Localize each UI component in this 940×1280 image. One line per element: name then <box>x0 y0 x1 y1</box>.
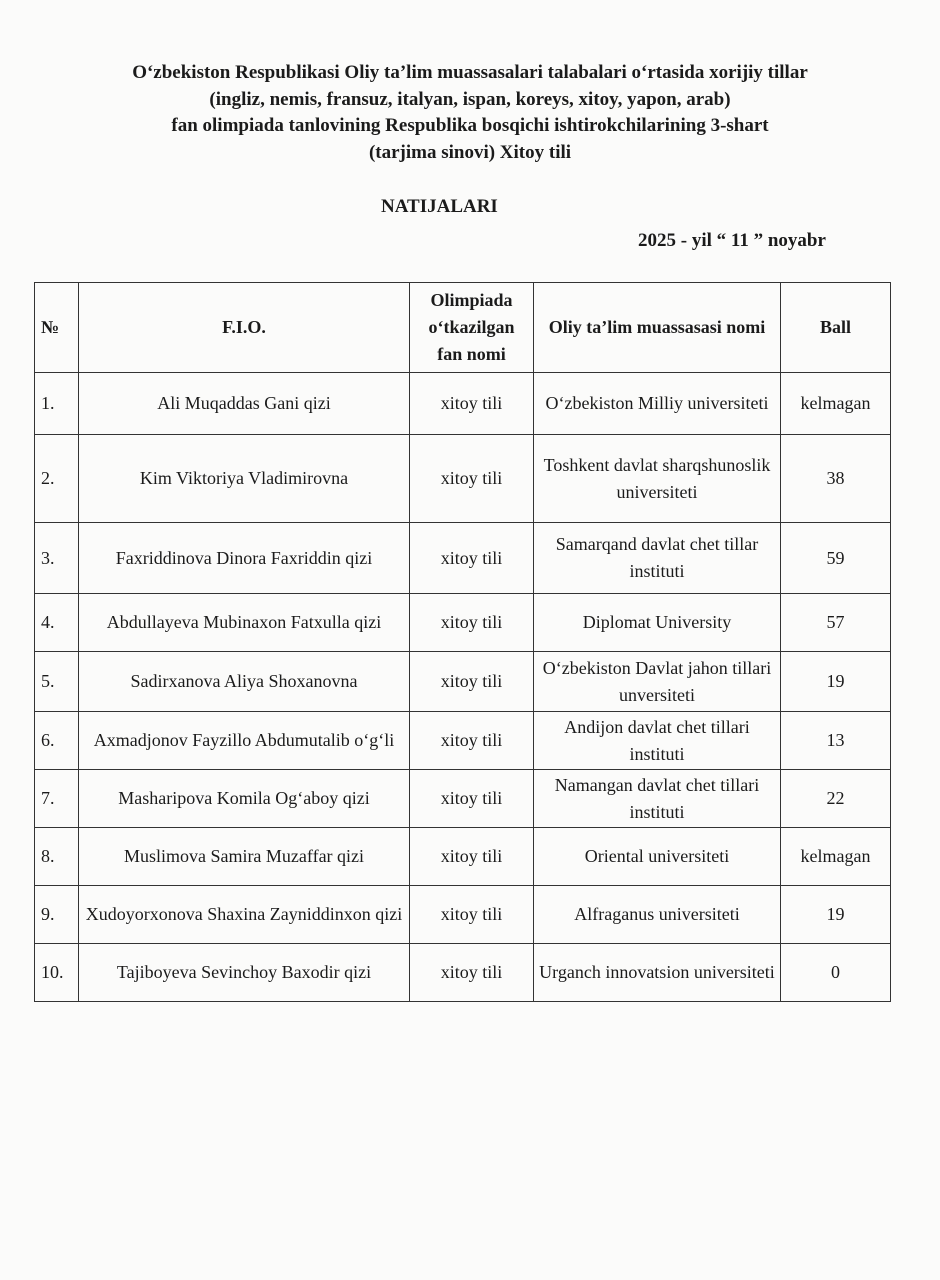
university-name: Namangan davlat chet tillari instituti <box>534 770 781 828</box>
score: 38 <box>781 435 891 523</box>
document-date: 2025 - yil “ 11 ” noyabr <box>638 230 826 251</box>
participant-name: Kim Viktoriya Vladimirovna <box>79 435 410 523</box>
participant-name: Tajiboyeva Sevinchoy Baxodir qizi <box>79 944 410 1002</box>
table-row <box>35 828 891 886</box>
score: 19 <box>781 886 891 944</box>
row-number: 1. <box>35 373 79 435</box>
university-name: Oriental universiteti <box>534 828 781 886</box>
university-name: O‘zbekiston Milliy universiteti <box>534 373 781 435</box>
column-header-score: Ball <box>781 283 891 373</box>
header-line-4: (tarjima sinovi) Xitoy tili <box>368 142 572 163</box>
subject-name: xitoy tili <box>410 652 534 712</box>
participant-name: Axmadjonov Fayzillo Abdumutalib o‘g‘li <box>79 712 410 770</box>
score: 22 <box>781 770 891 828</box>
subject-name: xitoy tili <box>410 770 534 828</box>
table-body <box>35 373 891 1002</box>
row-number: 9. <box>35 886 79 944</box>
subject-name: xitoy tili <box>410 828 534 886</box>
subject-name: xitoy tili <box>410 523 534 594</box>
university-name: O‘zbekiston Davlat jahon tillari unversiteti <box>534 652 781 712</box>
university-name: Toshkent davlat sharqshunoslik universiteti <box>534 435 781 523</box>
column-header-name: F.I.O. <box>79 283 410 373</box>
table-row <box>35 712 891 770</box>
subject-name: xitoy tili <box>410 944 534 1002</box>
row-number: 4. <box>35 594 79 652</box>
row-number: 3. <box>35 523 79 594</box>
results-table <box>34 282 891 1002</box>
university-name: Alfraganus universiteti <box>534 886 781 944</box>
score: kelmagan <box>781 373 891 435</box>
participant-name: Abdullayeva Mubinaxon Fatxulla qizi <box>79 594 410 652</box>
row-number: 7. <box>35 770 79 828</box>
participant-name: Ali Muqaddas Gani qizi <box>79 373 410 435</box>
score: 13 <box>781 712 891 770</box>
table-row <box>35 886 891 944</box>
row-number: 2. <box>35 435 79 523</box>
participant-name: Sadirxanova Aliya Shoxanovna <box>79 652 410 712</box>
table-row <box>35 652 891 712</box>
row-number: 10. <box>35 944 79 1002</box>
column-header-subject: Olimpiada o‘tkazilgan fan nomi <box>410 283 534 373</box>
university-name: Samarqand davlat chet tillar instituti <box>534 523 781 594</box>
header-line-3: fan olimpiada tanlovining Respublika bosqichi ishtirokchilarining 3-shart <box>171 115 769 136</box>
table-row <box>35 435 891 523</box>
subject-name: xitoy tili <box>410 373 534 435</box>
participant-name: Muslimova Samira Muzaffar qizi <box>79 828 410 886</box>
subject-name: xitoy tili <box>410 886 534 944</box>
header-line-1: O‘zbekiston Respublikasi Oliy ta’lim muassasalari talabalari o‘rtasida xorijiy tillar <box>132 62 808 83</box>
participant-name: Xudoyorxonova Shaxina Zayniddinxon qizi <box>79 886 410 944</box>
subject-name: xitoy tili <box>410 594 534 652</box>
table-row <box>35 594 891 652</box>
score: 57 <box>781 594 891 652</box>
row-number: 6. <box>35 712 79 770</box>
column-header-number: № <box>35 283 79 373</box>
university-name: Andijon davlat chet tillari instituti <box>534 712 781 770</box>
subject-name: xitoy tili <box>410 712 534 770</box>
score: 19 <box>781 652 891 712</box>
table-row <box>35 770 891 828</box>
section-title: NATIJALARI <box>381 196 498 217</box>
score: kelmagan <box>781 828 891 886</box>
table-header-row <box>35 283 891 373</box>
university-name: Urganch innovatsion universiteti <box>534 944 781 1002</box>
score: 59 <box>781 523 891 594</box>
score: 0 <box>781 944 891 1002</box>
university-name: Diplomat University <box>534 594 781 652</box>
participant-name: Masharipova Komila Og‘aboy qizi <box>79 770 410 828</box>
row-number: 5. <box>35 652 79 712</box>
column-header-university: Oliy ta’lim muassasasi nomi <box>534 283 781 373</box>
table-row <box>35 944 891 1002</box>
row-number: 8. <box>35 828 79 886</box>
header-line-2: (ingliz, nemis, fransuz, italyan, ispan, koreys, xitoy, yapon, arab) <box>209 89 731 110</box>
table-row <box>35 373 891 435</box>
subject-name: xitoy tili <box>410 435 534 523</box>
table-row <box>35 523 891 594</box>
participant-name: Faxriddinova Dinora Faxriddin qizi <box>79 523 410 594</box>
